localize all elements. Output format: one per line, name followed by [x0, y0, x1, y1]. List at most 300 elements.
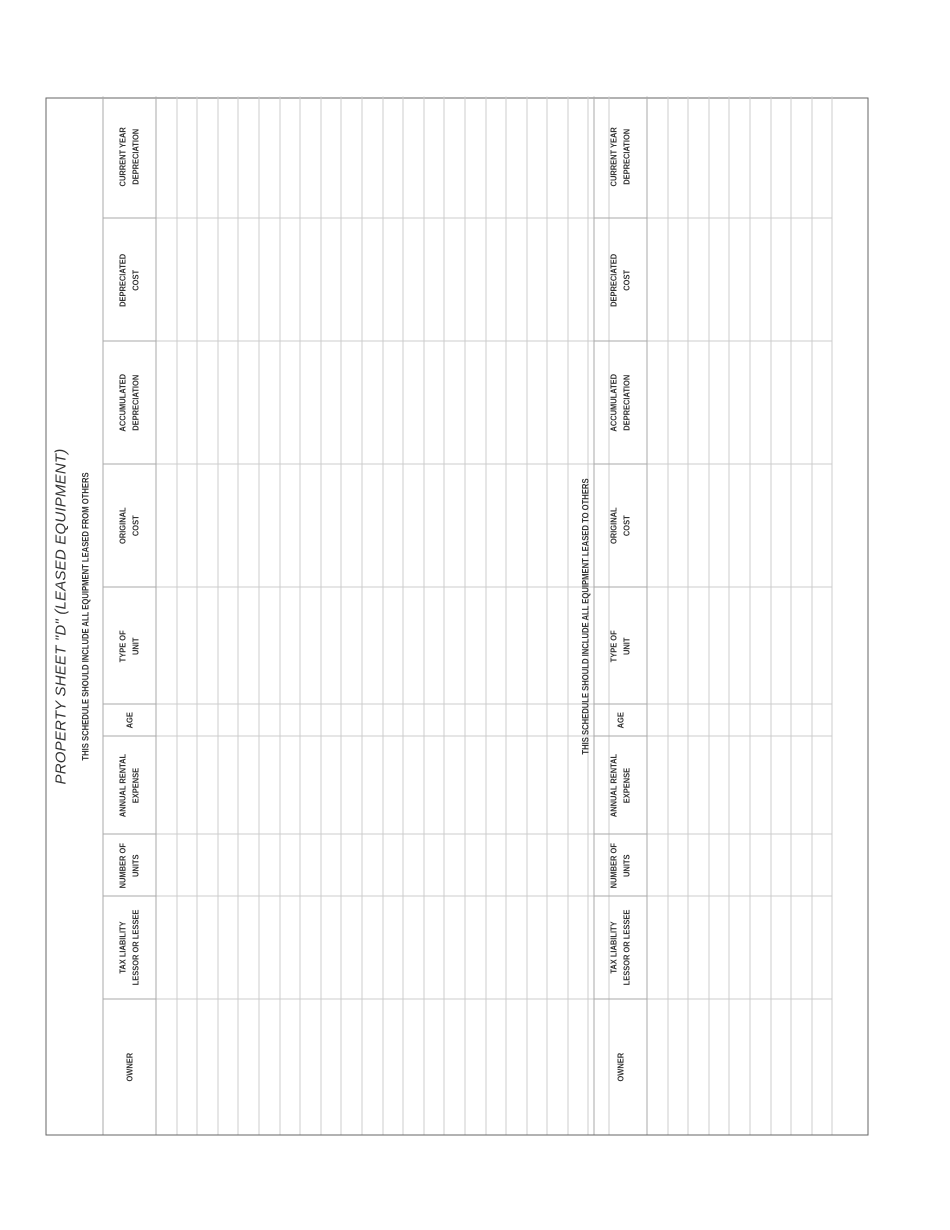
entry-cell[interactable] — [382, 218, 403, 341]
entry-cell[interactable] — [547, 218, 568, 341]
entry-cell[interactable] — [320, 999, 341, 1134]
entry-cell[interactable] — [403, 896, 424, 999]
entry-cell[interactable] — [688, 218, 709, 341]
entry-cell[interactable] — [258, 736, 279, 834]
entry-cell[interactable] — [811, 464, 832, 587]
entry-cell[interactable] — [506, 736, 527, 834]
entry-cell[interactable] — [770, 896, 791, 999]
entry-cell[interactable] — [300, 464, 321, 587]
table-row — [238, 96, 259, 1134]
entry-cell[interactable] — [217, 736, 238, 834]
entry-cell[interactable] — [811, 736, 832, 834]
entry-cell[interactable] — [547, 464, 568, 587]
entry-cell[interactable] — [403, 704, 424, 736]
entry-cell[interactable] — [647, 341, 668, 464]
entry-cell[interactable] — [238, 896, 259, 999]
entry-cell[interactable] — [156, 834, 177, 896]
entry-cell[interactable] — [770, 341, 791, 464]
entry-cell[interactable] — [423, 341, 444, 464]
entry-cell[interactable] — [341, 736, 362, 834]
entry-cell[interactable] — [729, 704, 750, 736]
entry-cell[interactable] — [258, 896, 279, 999]
entry-cell[interactable] — [547, 999, 568, 1134]
entry-cell[interactable] — [217, 587, 238, 704]
entry-cell[interactable] — [506, 96, 527, 218]
entry-cell[interactable] — [770, 834, 791, 896]
entry-cell[interactable] — [258, 999, 279, 1134]
entry-cell[interactable] — [444, 218, 465, 341]
entry-cell[interactable] — [791, 96, 812, 218]
entry-cell[interactable] — [485, 704, 506, 736]
entry-cell[interactable] — [176, 999, 197, 1134]
entry-cell[interactable] — [423, 464, 444, 587]
entry-cell[interactable] — [258, 834, 279, 896]
entry-cell[interactable] — [176, 587, 197, 704]
entry-cell[interactable] — [547, 896, 568, 999]
entry-cell[interactable] — [217, 704, 238, 736]
entry-cell[interactable] — [156, 704, 177, 736]
entry-cell[interactable] — [749, 834, 770, 896]
entry-cell[interactable] — [217, 96, 238, 218]
entry-cell[interactable] — [749, 341, 770, 464]
entry-cell[interactable] — [688, 704, 709, 736]
entry-cell[interactable] — [300, 96, 321, 218]
entry-cell[interactable] — [688, 96, 709, 218]
entry-cell[interactable] — [341, 834, 362, 896]
entry-cell[interactable] — [770, 999, 791, 1134]
entry-cell[interactable] — [156, 341, 177, 464]
entry-cell[interactable] — [156, 218, 177, 341]
entry-cell[interactable] — [444, 341, 465, 464]
entry-cell[interactable] — [811, 218, 832, 341]
entry-cell[interactable] — [238, 464, 259, 587]
entry-cell[interactable] — [156, 736, 177, 834]
entry-cell[interactable] — [647, 834, 668, 896]
entry-cell[interactable] — [341, 218, 362, 341]
entry-cell[interactable] — [729, 96, 750, 218]
entry-cell[interactable] — [464, 464, 485, 587]
entry-cell[interactable] — [403, 834, 424, 896]
entry-cell[interactable] — [547, 341, 568, 464]
entry-cell[interactable] — [667, 464, 688, 587]
column-header — [594, 341, 647, 464]
entry-cell[interactable] — [279, 587, 300, 704]
entry-cell[interactable] — [667, 896, 688, 999]
entry-cell[interactable] — [361, 999, 382, 1134]
entry-cell[interactable] — [647, 96, 668, 218]
entry-cell[interactable] — [258, 704, 279, 736]
entry-cell[interactable] — [791, 736, 812, 834]
entry-cell[interactable] — [749, 587, 770, 704]
entry-cell[interactable] — [485, 341, 506, 464]
entry-cell[interactable] — [444, 704, 465, 736]
entry-cell[interactable] — [361, 896, 382, 999]
entry-cell[interactable] — [176, 896, 197, 999]
entry-cell[interactable] — [156, 587, 177, 704]
entry-cell[interactable] — [423, 834, 444, 896]
entry-cell[interactable] — [279, 896, 300, 999]
entry-cell[interactable] — [770, 704, 791, 736]
entry-cell[interactable] — [361, 736, 382, 834]
entry-cell[interactable] — [506, 218, 527, 341]
entry-cell[interactable] — [485, 464, 506, 587]
entry-cell[interactable] — [423, 587, 444, 704]
entry-cell[interactable] — [708, 999, 729, 1134]
entry-cell[interactable] — [708, 896, 729, 999]
entry-cell[interactable] — [708, 218, 729, 341]
entry-cell[interactable] — [341, 341, 362, 464]
entry-cell[interactable] — [791, 464, 812, 587]
entry-cell[interactable] — [361, 704, 382, 736]
entry-cell[interactable] — [526, 96, 547, 218]
entry-cell[interactable] — [403, 999, 424, 1134]
entry-cell[interactable] — [708, 704, 729, 736]
entry-cell[interactable] — [403, 341, 424, 464]
entry-cell[interactable] — [506, 704, 527, 736]
entry-cell[interactable] — [749, 704, 770, 736]
entry-cell[interactable] — [279, 704, 300, 736]
entry-cell[interactable] — [279, 464, 300, 587]
entry-cell[interactable] — [238, 341, 259, 464]
entry-cell[interactable] — [647, 999, 668, 1134]
entry-cell[interactable] — [647, 736, 668, 834]
entry-cell[interactable] — [547, 834, 568, 896]
entry-cell[interactable] — [238, 999, 259, 1134]
entry-cell[interactable] — [791, 896, 812, 999]
entry-cell[interactable] — [667, 96, 688, 218]
entry-cell[interactable] — [320, 218, 341, 341]
entry-cell[interactable] — [647, 896, 668, 999]
entry-cell[interactable] — [341, 999, 362, 1134]
entry-cell[interactable] — [217, 999, 238, 1134]
entry-cell[interactable] — [667, 587, 688, 704]
entry-cell[interactable] — [382, 999, 403, 1134]
entry-cell[interactable] — [729, 218, 750, 341]
entry-cell[interactable] — [423, 96, 444, 218]
entry-cell[interactable] — [444, 96, 465, 218]
entry-cell[interactable] — [444, 736, 465, 834]
entry-cell[interactable] — [300, 704, 321, 736]
entry-cell[interactable] — [238, 704, 259, 736]
entry-cell[interactable] — [749, 218, 770, 341]
entry-cell[interactable] — [320, 736, 341, 834]
entry-cell[interactable] — [749, 896, 770, 999]
entry-cell[interactable] — [708, 464, 729, 587]
entry-cell[interactable] — [403, 587, 424, 704]
entry-cell[interactable] — [749, 736, 770, 834]
entry-cell[interactable] — [403, 736, 424, 834]
entry-cell[interactable] — [423, 736, 444, 834]
entry-cell[interactable] — [708, 736, 729, 834]
column-header-line: DEPRECIATION — [130, 128, 140, 185]
entry-cell[interactable] — [708, 341, 729, 464]
entry-cell[interactable] — [361, 96, 382, 218]
entry-cell[interactable] — [423, 218, 444, 341]
entry-cell[interactable] — [667, 834, 688, 896]
entry-cell[interactable] — [279, 736, 300, 834]
entry-cell[interactable] — [300, 341, 321, 464]
entry-cell[interactable] — [403, 464, 424, 587]
entry-cell[interactable] — [749, 999, 770, 1134]
entry-cell[interactable] — [688, 587, 709, 704]
entry-cell[interactable] — [300, 736, 321, 834]
entry-cell[interactable] — [667, 704, 688, 736]
entry-cell[interactable] — [526, 587, 547, 704]
column-header — [103, 896, 156, 999]
entry-cell[interactable] — [258, 218, 279, 341]
entry-cell[interactable] — [197, 704, 218, 736]
table-row — [341, 96, 362, 1134]
entry-cell[interactable] — [729, 999, 750, 1134]
entry-cell[interactable] — [749, 96, 770, 218]
entry-cell[interactable] — [217, 218, 238, 341]
entry-cell[interactable] — [197, 341, 218, 464]
header-row — [103, 96, 156, 1134]
entry-cell[interactable] — [444, 834, 465, 896]
entry-cell[interactable] — [770, 96, 791, 218]
entry-cell[interactable] — [464, 834, 485, 896]
entry-cell[interactable] — [667, 736, 688, 834]
entry-cell[interactable] — [667, 999, 688, 1134]
entry-cell[interactable] — [444, 464, 465, 587]
entry-cell[interactable] — [485, 587, 506, 704]
entry-cell[interactable] — [791, 704, 812, 736]
entry-cell[interactable] — [320, 341, 341, 464]
entry-cell[interactable] — [361, 464, 382, 587]
entry-cell[interactable] — [156, 896, 177, 999]
entry-cell[interactable] — [811, 587, 832, 704]
entry-cell[interactable] — [729, 464, 750, 587]
entry-cell[interactable] — [485, 96, 506, 218]
entry-cell[interactable] — [811, 341, 832, 464]
entry-cell[interactable] — [464, 587, 485, 704]
entry-cell[interactable] — [464, 218, 485, 341]
entry-cell[interactable] — [485, 736, 506, 834]
entry-cell[interactable] — [279, 999, 300, 1134]
entry-cell[interactable] — [464, 96, 485, 218]
entry-cell[interactable] — [423, 704, 444, 736]
entry-cell[interactable] — [811, 999, 832, 1134]
entry-cell[interactable] — [791, 587, 812, 704]
entry-cell[interactable] — [341, 587, 362, 704]
entry-cell[interactable] — [485, 896, 506, 999]
entry-cell[interactable] — [791, 834, 812, 896]
entry-cell[interactable] — [341, 704, 362, 736]
entry-cell[interactable] — [279, 834, 300, 896]
entry-cell[interactable] — [506, 834, 527, 896]
entry-cell[interactable] — [708, 587, 729, 704]
entry-cell[interactable] — [197, 999, 218, 1134]
entry-cell[interactable] — [382, 736, 403, 834]
table-row — [770, 96, 791, 1134]
entry-cell[interactable] — [382, 834, 403, 896]
entry-cell[interactable] — [547, 96, 568, 218]
entry-cell[interactable] — [647, 587, 668, 704]
entry-cell[interactable] — [197, 736, 218, 834]
entry-cell[interactable] — [341, 96, 362, 218]
entry-cell[interactable] — [217, 896, 238, 999]
entry-cell[interactable] — [423, 999, 444, 1134]
entry-cell[interactable] — [300, 587, 321, 704]
entry-cell[interactable] — [464, 999, 485, 1134]
entry-cell[interactable] — [382, 464, 403, 587]
entry-cell[interactable] — [238, 834, 259, 896]
entry-cell[interactable] — [770, 464, 791, 587]
entry-cell[interactable] — [791, 999, 812, 1134]
entry-cell[interactable] — [688, 896, 709, 999]
entry-cell[interactable] — [258, 96, 279, 218]
entry-cell[interactable] — [708, 96, 729, 218]
entry-cell[interactable] — [444, 587, 465, 704]
entry-cell[interactable] — [485, 218, 506, 341]
entry-cell[interactable] — [258, 464, 279, 587]
entry-cell[interactable] — [464, 896, 485, 999]
entry-cell[interactable] — [688, 999, 709, 1134]
entry-cell[interactable] — [197, 896, 218, 999]
entry-cell[interactable] — [341, 464, 362, 587]
entry-cell[interactable] — [382, 896, 403, 999]
entry-cell[interactable] — [423, 896, 444, 999]
entry-cell[interactable] — [526, 834, 547, 896]
entry-cell[interactable] — [176, 341, 197, 464]
entry-cell[interactable] — [729, 896, 750, 999]
entry-cell[interactable] — [444, 999, 465, 1134]
entry-cell[interactable] — [176, 96, 197, 218]
entry-cell[interactable] — [791, 218, 812, 341]
entry-cell[interactable] — [197, 218, 218, 341]
entry-cell[interactable] — [361, 587, 382, 704]
entry-cell[interactable] — [382, 587, 403, 704]
entry-cell[interactable] — [300, 834, 321, 896]
entry-cell[interactable] — [464, 341, 485, 464]
entry-cell[interactable] — [506, 999, 527, 1134]
entry-cell[interactable] — [238, 218, 259, 341]
entry-cell[interactable] — [526, 218, 547, 341]
entry-cell[interactable] — [770, 218, 791, 341]
entry-cell[interactable] — [300, 218, 321, 341]
entry-cell[interactable] — [811, 834, 832, 896]
entry-cell[interactable] — [770, 736, 791, 834]
table-row — [485, 96, 506, 1134]
entry-cell[interactable] — [547, 736, 568, 834]
entry-cell[interactable] — [811, 704, 832, 736]
entry-cell[interactable] — [197, 464, 218, 587]
entry-cell[interactable] — [729, 834, 750, 896]
entry-cell[interactable] — [526, 736, 547, 834]
entry-cell[interactable] — [382, 704, 403, 736]
entry-cell[interactable] — [667, 218, 688, 341]
entry-cell[interactable] — [526, 999, 547, 1134]
entry-cell[interactable] — [197, 587, 218, 704]
entry-cell[interactable] — [688, 341, 709, 464]
entry-cell[interactable] — [320, 834, 341, 896]
entry-cell[interactable] — [547, 704, 568, 736]
entry-cell[interactable] — [506, 896, 527, 999]
entry-cell[interactable] — [444, 896, 465, 999]
entry-cell[interactable] — [526, 464, 547, 587]
entry-cell[interactable] — [341, 896, 362, 999]
entry-cell[interactable] — [791, 341, 812, 464]
entry-cell[interactable] — [506, 587, 527, 704]
entry-cell[interactable] — [547, 587, 568, 704]
entry-cell[interactable] — [729, 736, 750, 834]
entry-cell[interactable] — [770, 587, 791, 704]
entry-cell[interactable] — [647, 218, 668, 341]
entry-cell[interactable] — [688, 464, 709, 587]
entry-cell[interactable] — [464, 704, 485, 736]
entry-cell[interactable] — [197, 96, 218, 218]
entry-cell[interactable] — [729, 341, 750, 464]
entry-cell[interactable] — [320, 464, 341, 587]
entry-cell[interactable] — [279, 96, 300, 218]
entry-cell[interactable] — [811, 96, 832, 218]
entry-cell[interactable] — [506, 464, 527, 587]
entry-cell[interactable] — [279, 341, 300, 464]
entry-cell[interactable] — [647, 704, 668, 736]
entry-cell[interactable] — [526, 341, 547, 464]
entry-cell[interactable] — [667, 341, 688, 464]
entry-cell[interactable] — [688, 834, 709, 896]
entry-cell[interactable] — [320, 704, 341, 736]
entry-cell[interactable] — [708, 834, 729, 896]
entry-cell[interactable] — [749, 464, 770, 587]
entry-cell[interactable] — [217, 341, 238, 464]
entry-cell[interactable] — [176, 704, 197, 736]
entry-cell[interactable] — [320, 96, 341, 218]
entry-cell[interactable] — [300, 896, 321, 999]
entry-cell[interactable] — [176, 464, 197, 587]
entry-cell[interactable] — [526, 896, 547, 999]
entry-cell[interactable] — [811, 896, 832, 999]
entry-cell[interactable] — [176, 736, 197, 834]
entry-cell[interactable] — [485, 999, 506, 1134]
entry-cell[interactable] — [320, 587, 341, 704]
entry-cell[interactable] — [647, 464, 668, 587]
entry-cell[interactable] — [156, 96, 177, 218]
entry-cell[interactable] — [361, 834, 382, 896]
entry-cell[interactable] — [217, 834, 238, 896]
entry-cell[interactable] — [506, 341, 527, 464]
entry-cell[interactable] — [176, 218, 197, 341]
entry-cell[interactable] — [217, 464, 238, 587]
entry-cell[interactable] — [176, 834, 197, 896]
entry-cell[interactable] — [382, 341, 403, 464]
entry-cell[interactable] — [300, 999, 321, 1134]
entry-cell[interactable] — [403, 218, 424, 341]
entry-cell[interactable] — [238, 736, 259, 834]
entry-cell[interactable] — [258, 587, 279, 704]
entry-cell[interactable] — [382, 96, 403, 218]
entry-cell[interactable] — [156, 464, 177, 587]
entry-cell[interactable] — [279, 218, 300, 341]
entry-cell[interactable] — [526, 704, 547, 736]
entry-cell[interactable] — [320, 896, 341, 999]
entry-cell[interactable] — [729, 587, 750, 704]
column-header — [103, 464, 156, 587]
entry-cell[interactable] — [485, 834, 506, 896]
entry-cell[interactable] — [403, 96, 424, 218]
entry-cell[interactable] — [156, 999, 177, 1134]
entry-cell[interactable] — [688, 736, 709, 834]
entry-cell[interactable] — [258, 341, 279, 464]
entry-cell[interactable] — [197, 834, 218, 896]
column-header-line: DEPRECIATED — [608, 252, 618, 307]
entry-cell[interactable] — [238, 587, 259, 704]
entry-cell[interactable] — [361, 341, 382, 464]
entry-cell[interactable] — [464, 736, 485, 834]
entry-cell[interactable] — [361, 218, 382, 341]
entry-cell[interactable] — [238, 96, 259, 218]
